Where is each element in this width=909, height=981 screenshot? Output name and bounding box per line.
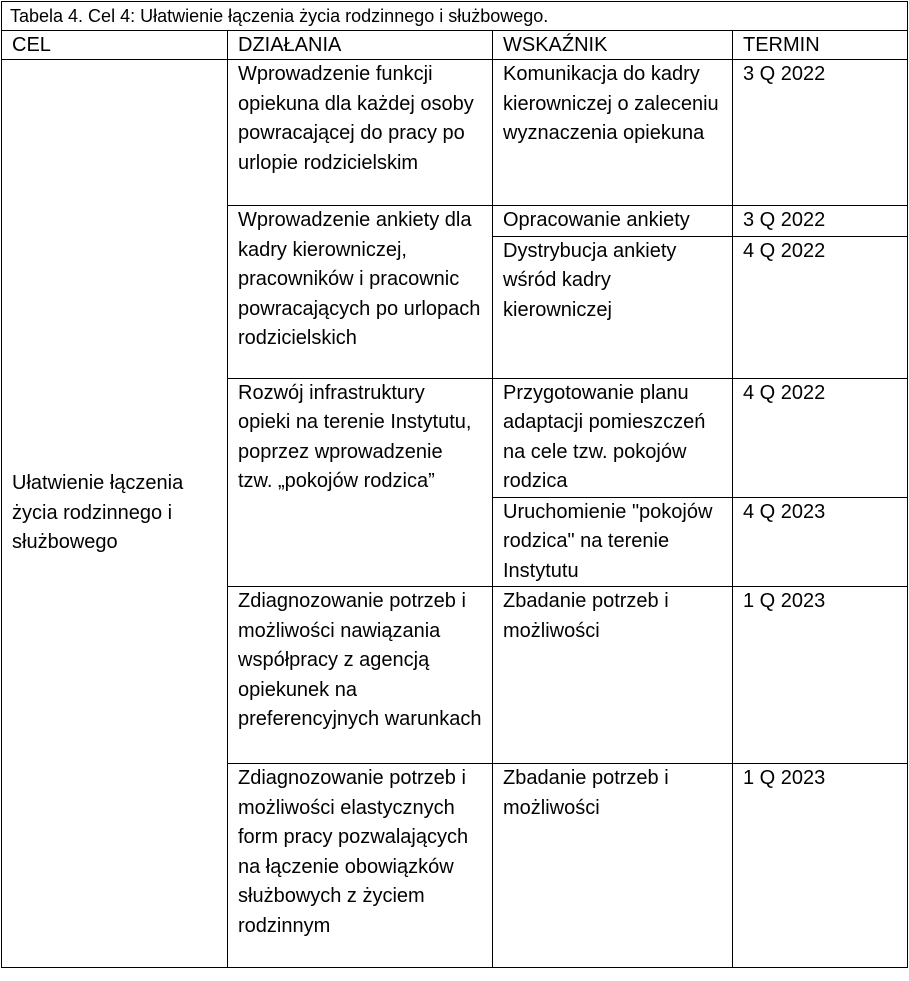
indicator-cell: Opracowanie ankiety [493, 206, 733, 237]
goal-4-table [1, 1, 908, 968]
deadline-cell: 1 Q 2023 [733, 764, 908, 968]
action-cell: Zdiagnozowanie potrzeb i możliwości nawiązania współpracy z agencją opiekunek na preferencyjnych warunkach [228, 587, 493, 764]
indicator-cell: Zbadanie potrzeb i możliwości [493, 587, 733, 764]
header-actions: DZIAŁANIA [228, 31, 493, 60]
action-cell: Wprowadzenie funkcji opiekuna dla każdej osoby powracającej do pracy po urlopie rodzicielskim [228, 60, 493, 206]
header-deadline: TERMIN [733, 31, 908, 60]
table-caption: Tabela 4. Cel 4: Ułatwienie łączenia życia rodzinnego i służbowego. [2, 2, 908, 31]
header-indicator: WSKAŹNIK [493, 31, 733, 60]
action-cell: Wprowadzenie ankiety dla kadry kierowniczej, pracowników i pracownic powracających po urlopach rodzicielskich [228, 206, 493, 379]
table-row [2, 60, 908, 206]
indicator-cell: Przygotowanie planu adaptacji pomieszczeń na cele tzw. pokojów rodzica [493, 378, 733, 497]
deadline-cell: 4 Q 2022 [733, 378, 908, 497]
table-caption-row [2, 2, 908, 31]
indicator-cell: Komunikacja do kadry kierowniczej o zaleceniu wyznaczenia opiekuna [493, 60, 733, 206]
indicator-cell: Dystrybucja ankiety wśród kadry kierowniczej [493, 236, 733, 378]
goal-cell: Ułatwienie łączenia życia rodzinnego i służbowego [2, 60, 228, 968]
deadline-cell: 4 Q 2022 [733, 236, 908, 378]
indicator-cell: Zbadanie potrzeb i możliwości [493, 764, 733, 968]
action-cell: Zdiagnozowanie potrzeb i możliwości elastycznych form pracy pozwalających na łączenie obowiązków służbowych z życiem rodzinnym [228, 764, 493, 968]
indicator-cell: Uruchomienie "pokojów rodzica" na terenie Instytutu [493, 497, 733, 587]
deadline-cell: 3 Q 2022 [733, 60, 908, 206]
deadline-cell: 1 Q 2023 [733, 587, 908, 764]
action-cell: Rozwój infrastruktury opieki na terenie Instytutu, poprzez wprowadzenie tzw. „pokojów rodzica” [228, 378, 493, 587]
table-header-row [2, 31, 908, 60]
header-goal: CEL [2, 31, 228, 60]
deadline-cell: 3 Q 2022 [733, 206, 908, 237]
deadline-cell: 4 Q 2023 [733, 497, 908, 587]
